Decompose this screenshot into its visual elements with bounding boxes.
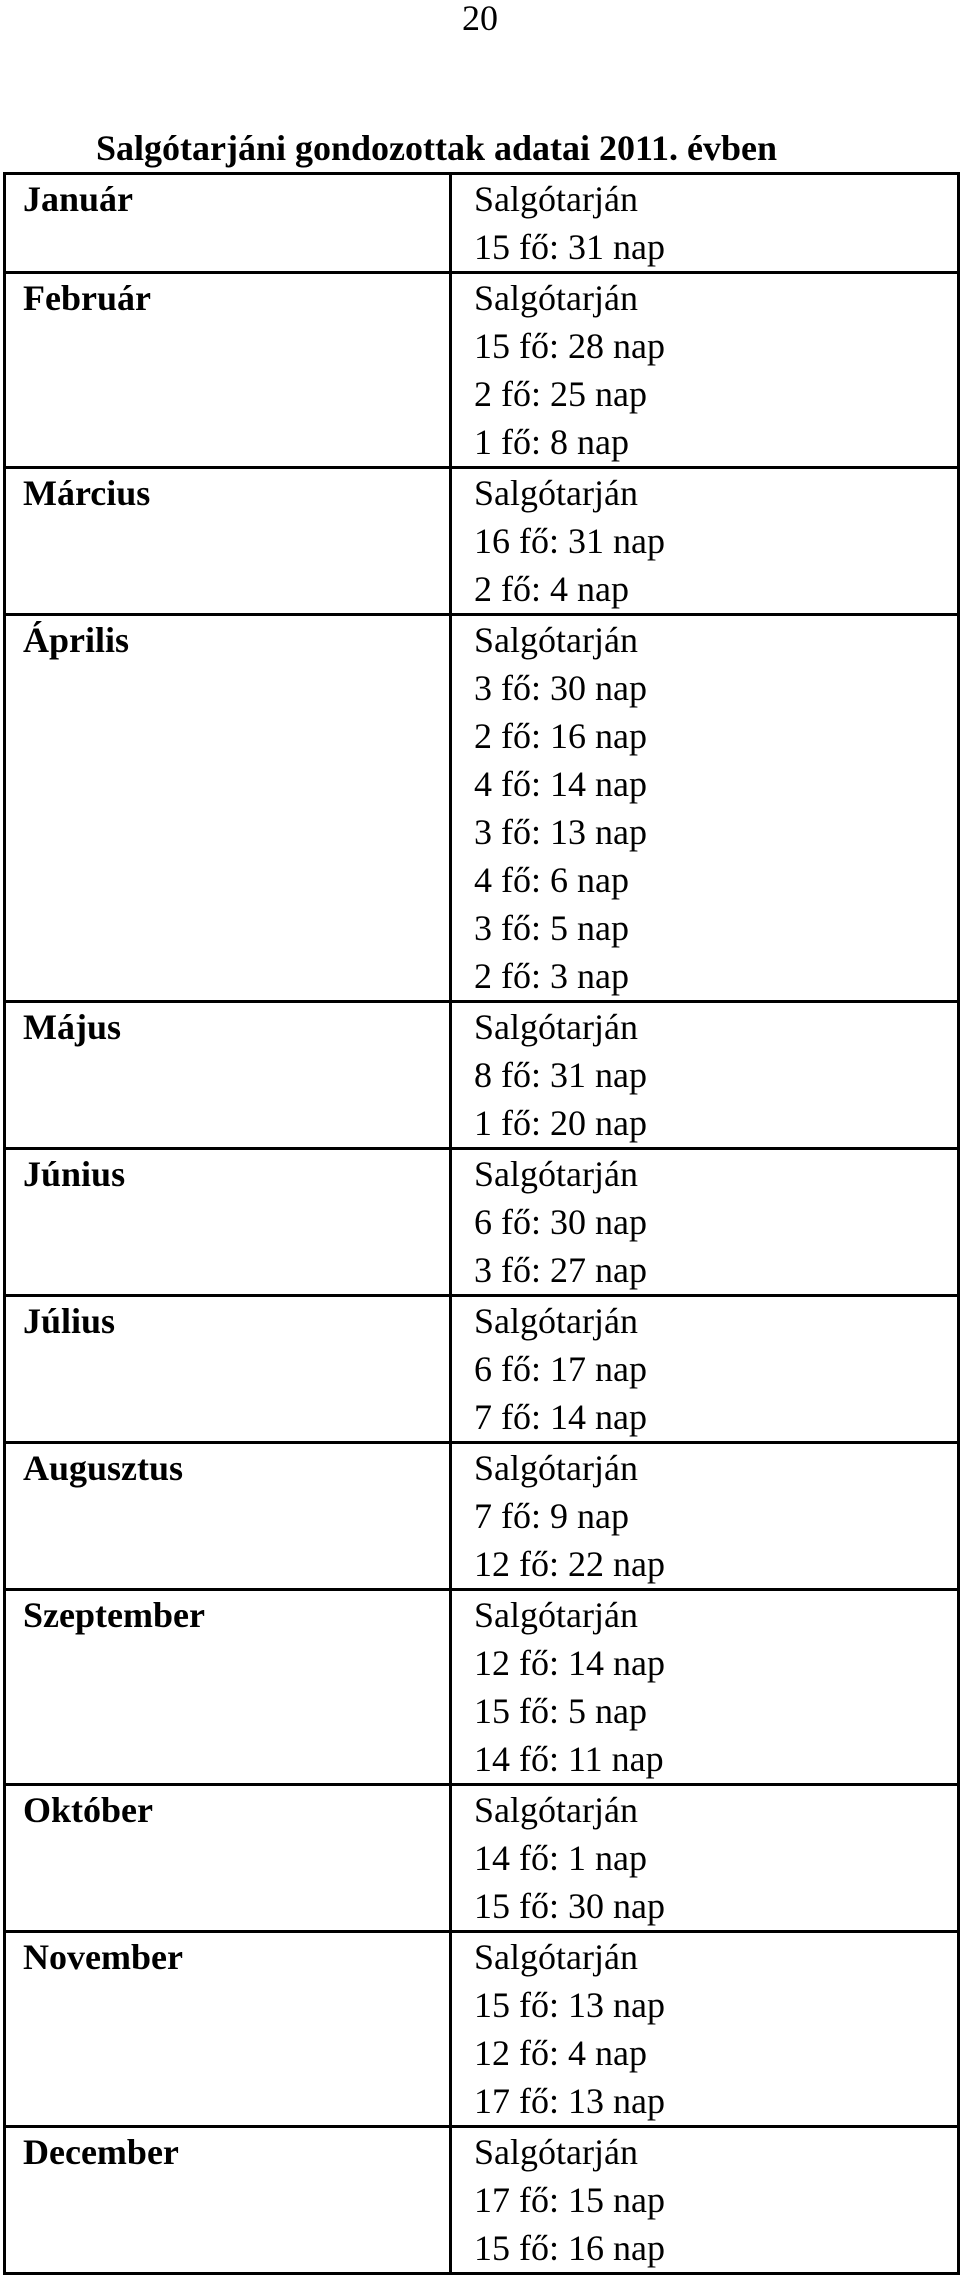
patient-days-entry: 1 fő: 20 nap <box>474 1103 647 1143</box>
patient-days-entry: 6 fő: 30 nap <box>474 1202 647 1242</box>
patient-days-entry: 14 fő: 11 nap <box>474 1739 664 1779</box>
month-entries <box>451 2127 959 2274</box>
month-name: Június <box>5 1149 451 1296</box>
month-name: Szeptember <box>5 1590 451 1785</box>
month-name: Január <box>5 174 451 273</box>
month-name: Április <box>5 615 451 1002</box>
patient-days-entry: 2 fő: 4 nap <box>474 569 629 609</box>
month-row <box>5 615 959 1002</box>
location-label: Salgótarján <box>474 1790 638 1830</box>
month-row <box>5 1002 959 1149</box>
month-name: Augusztus <box>5 1443 451 1590</box>
patient-days-entry: 14 fő: 1 nap <box>474 1838 647 1878</box>
month-row <box>5 1932 959 2127</box>
patient-days-entry: 2 fő: 3 nap <box>474 956 629 996</box>
patient-days-entry: 12 fő: 22 nap <box>474 1544 665 1584</box>
patient-days-entry: 15 fő: 30 nap <box>474 1886 665 1926</box>
month-entries <box>451 1002 959 1149</box>
location-label: Salgótarján <box>474 1154 638 1194</box>
patient-days-entry: 3 fő: 13 nap <box>474 812 647 852</box>
month-row <box>5 1443 959 1590</box>
location-label: Salgótarján <box>474 179 638 219</box>
month-name: Július <box>5 1296 451 1443</box>
patient-days-entry: 15 fő: 5 nap <box>474 1691 647 1731</box>
month-row <box>5 1590 959 1785</box>
patient-days-entry: 7 fő: 14 nap <box>474 1397 647 1437</box>
patient-days-entry: 6 fő: 17 nap <box>474 1349 647 1389</box>
location-label: Salgótarján <box>474 2132 638 2172</box>
patient-days-entry: 4 fő: 6 nap <box>474 860 629 900</box>
patient-days-entry: 3 fő: 5 nap <box>474 908 629 948</box>
location-label: Salgótarján <box>474 1301 638 1341</box>
month-entries <box>451 1785 959 1932</box>
month-name: November <box>5 1932 451 2127</box>
location-label: Salgótarján <box>474 1448 638 1488</box>
month-row <box>5 1149 959 1296</box>
location-label: Salgótarján <box>474 1937 638 1977</box>
patient-days-entry: 17 fő: 15 nap <box>474 2180 665 2220</box>
location-label: Salgótarján <box>474 473 638 513</box>
patient-days-entry: 15 fő: 13 nap <box>474 1985 665 2025</box>
month-entries <box>451 468 959 615</box>
location-label: Salgótarján <box>474 1007 638 1047</box>
patient-days-entry: 8 fő: 31 nap <box>474 1055 647 1095</box>
location-label: Salgótarján <box>474 620 638 660</box>
month-row <box>5 468 959 615</box>
document-title: Salgótarjáni gondozottak adatai 2011. évben <box>96 128 778 168</box>
month-entries <box>451 1443 959 1590</box>
month-entries <box>451 615 959 1002</box>
patient-days-entry: 17 fő: 13 nap <box>474 2081 665 2121</box>
month-row <box>5 273 959 468</box>
month-entries <box>451 174 959 273</box>
patient-days-entry: 15 fő: 28 nap <box>474 326 665 366</box>
month-entries <box>451 1296 959 1443</box>
patient-days-entry: 2 fő: 25 nap <box>474 374 647 414</box>
location-label: Salgótarján <box>474 278 638 318</box>
month-name: Február <box>5 273 451 468</box>
monthly-data-table-body <box>5 174 959 2274</box>
page-number: 20 <box>462 0 498 38</box>
location-label: Salgótarján <box>474 1595 638 1635</box>
patient-days-entry: 1 fő: 8 nap <box>474 422 629 462</box>
patient-days-entry: 12 fő: 14 nap <box>474 1643 665 1683</box>
patient-days-entry: 12 fő: 4 nap <box>474 2033 647 2073</box>
patient-days-entry: 15 fő: 31 nap <box>474 227 665 267</box>
patient-days-entry: 4 fő: 14 nap <box>474 764 647 804</box>
monthly-data-table <box>3 172 960 2275</box>
month-name: Március <box>5 468 451 615</box>
patient-days-entry: 16 fő: 31 nap <box>474 521 665 561</box>
month-entries <box>451 1149 959 1296</box>
month-entries <box>451 1932 959 2127</box>
month-entries <box>451 1590 959 1785</box>
month-row <box>5 2127 959 2274</box>
month-name: Október <box>5 1785 451 1932</box>
patient-days-entry: 2 fő: 16 nap <box>474 716 647 756</box>
patient-days-entry: 15 fő: 16 nap <box>474 2228 665 2268</box>
month-row <box>5 1296 959 1443</box>
patient-days-entry: 3 fő: 27 nap <box>474 1250 647 1290</box>
month-name: December <box>5 2127 451 2274</box>
patient-days-entry: 7 fő: 9 nap <box>474 1496 629 1536</box>
month-row <box>5 174 959 273</box>
month-entries <box>451 273 959 468</box>
patient-days-entry: 3 fő: 30 nap <box>474 668 647 708</box>
month-name: Május <box>5 1002 451 1149</box>
month-row <box>5 1785 959 1932</box>
